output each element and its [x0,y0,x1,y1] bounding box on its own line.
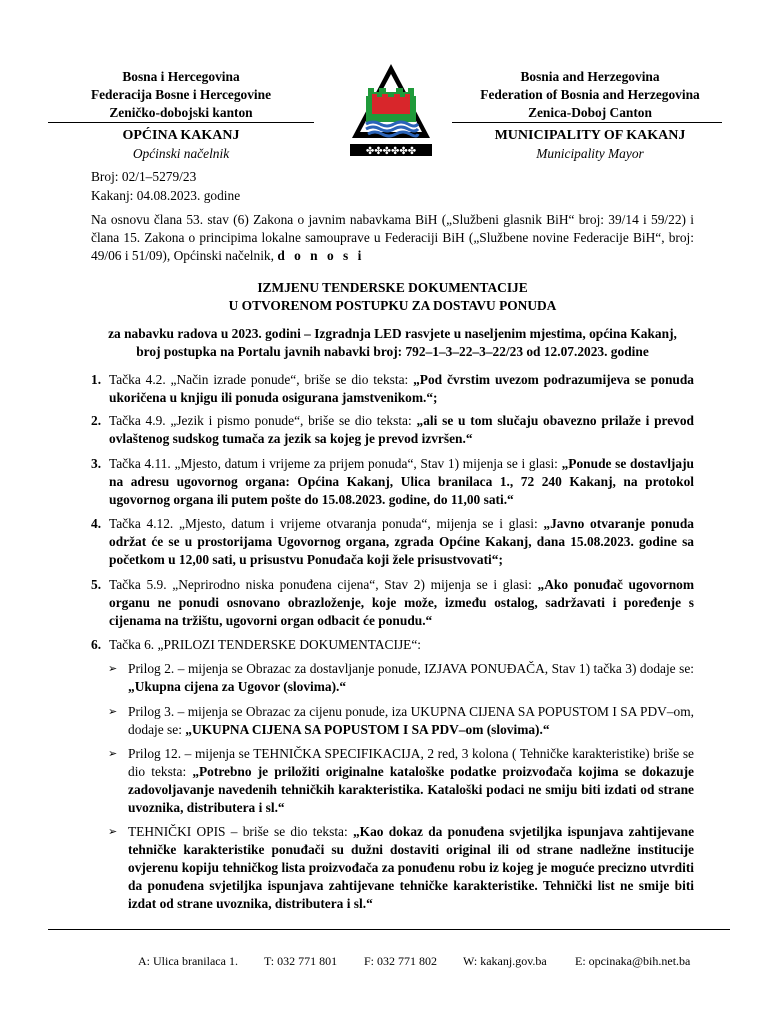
sub-list-item [108,745,694,817]
subtitle-line-1: za nabavku radova u 2023. godini – Izgradnja LED rasvjete u naseljenim mjestima, općina Kakanj, [108,326,677,341]
sub-item-bold-text: „Ukupna cijena za Ugovor (slovima).“ [128,679,347,694]
office-right-role: Municipality Mayor [536,146,644,161]
sub-list-item [108,703,694,739]
document-meta [91,167,240,205]
list-item [91,371,694,407]
item-text: Tačka 4.12. „Mjesto, datum i vrijeme otvaranja ponuda“, mijenja se i glasi: [109,516,544,531]
header-right-line-1: Bosnia and Herzegovina [520,69,660,84]
item-number: 4. [91,516,102,531]
intro-text: Na osnovu člana 53. stav (6) Zakona o javnim nabavkama BiH („Službeni glasnik BiH“ broj: 39/14 i 59/22) i člana 15. Zakona o principima lokalne samouprave u Federaciji BiH („Službene novine Federacije BiH“, broj: 49/06 i 51/09), Općinski načelnik, [91,212,694,263]
item-number: 2. [91,413,102,428]
sub-item-bold-text: „Kao dokaz da ponuđena svjetiljka ispunjava zahtijevane tehničke karakteristike ponuđači su dužni dostaviti original ili od strane nadležne institucije ovjerenu kopiju tehničkog lista proizvođača za ponuđenu robu iz kojeg je moguće precizno utvrditi da ponuđena svjetiljka ispunjava zahtijevane tehničke karakteristike. Tehnički list ne smije biti izdat od strane uvoznika, distributera i sl.“ [128,824,695,911]
sub-item-text: Prilog 3. – mijenja se Obrazac za cijenu ponude, iza UKUPNA CIJENA SA POPUSTOM I SA PDV–om, dodaje se: [128,704,694,737]
header-right-line-3: Zenica-Doboj Canton [528,105,652,120]
subtitle-line-2: broj postupka na Portalu javnih nabavki broj: 792–1–3–22–3–22/23 od 12.07.2023. godine [136,344,649,359]
document-number: Broj: 02/1–5279/23 [91,169,197,184]
sub-item-text: Prilog 12. – mijenja se TEHNIČKA SPECIFIKACIJA, 2 red, 3 kolona ( Tehničke karakteristike) briše se dio teksta: [128,746,694,779]
arrow-bullet-icon: ➢ [108,826,118,838]
sub-item-bold-text: „Potrebno je priložiti originalne kataloške podatke proizvođača kojima se dokazuje zadovoljavanje navedenih tehničkih karakteristika. Kataloški podaci ne smiju biti izdati od strane uvoznika, distributera i sl.“ [128,764,694,815]
document-subtitle [91,325,694,361]
svg-text:✤✤✤✤✤✤: ✤✤✤✤✤✤ [365,146,417,157]
title-line-2: U OTVORENOM POSTUPKU ZA DOSTAVU PONUDA [228,298,557,313]
list-item [91,576,694,630]
item-bold-text: „ali se u tom slučaju obavezno prilaže i prevod ovlaštenog sudskog tumača za jezik sa kojeg je prevod izvršen.“ [109,413,694,446]
list-item [91,412,694,448]
header-right-rule [452,122,722,123]
item-bold-text: „Javno otvaranje ponuda održat će se u prostorijama Ugovornog organa, zgrada Općine Kakanj, dana 15.08.2023. godine sa početkom u 12,00 sati, u prisustvu Ponuđača koji žele prisustvovati“; [109,516,694,567]
list-item [91,455,694,509]
office-left [48,127,314,163]
item-bold-text: „Ako ponuđač ugovornom organu ne ponudi osnovano obrazloženje, koje može, između ostalog, sadržavati i poređenje s cijenama na tržištu, ugovorni organ odbacit će ponudu.“ [109,577,694,628]
intro-verb: d o n o s i [277,248,365,263]
office-right-name: MUNICIPALITY OF KAKANJ [494,128,686,143]
item-number: 6. [91,637,102,652]
document-title [91,279,694,315]
item-text: Tačka 5.9. „Neprirodno niska ponuđena cijena“, Stav 2) mijenja se i glasi: [109,577,538,592]
arrow-bullet-icon: ➢ [108,748,118,760]
title-line-1: IZMJENU TENDERSKE DOKUMENTACIJE [257,280,528,295]
item-bold-text: „Ponude se dostavljaju na adresu ugovornog organa: Općina Kakanj, Ulica branilaca 1., 72 240 Kakanj, na protokol ugovornog organa ili putem pošte do 15.08.2023. godine, do 11,00 sati.“ [109,456,694,507]
sub-list-item [108,823,694,913]
item-text: Tačka 4.2. „Način izrade ponude“, briše se dio teksta: [109,372,414,387]
office-left-name: OPĆINA KAKANJ [122,128,240,143]
header-right [452,68,728,122]
list-item [91,515,694,569]
header-left-line-3: Zeničko-dobojski kanton [109,105,253,120]
header-left-line-2: Federacija Bosne i Hercegovine [90,87,272,102]
sub-item-bold-text: „UKUPNA CIJENA SA POPUSTOM I SA PDV–om (slovima).“ [185,722,550,737]
footer-fax: F: 032 771 802 [364,954,438,968]
list-item [91,636,694,654]
item-text: Tačka 4.11. „Mjesto, datum i vrijeme za prijem ponuda“, Stav 1) mijenja se i glasi: [109,456,562,471]
footer-rule [48,929,730,930]
footer-address: A: Ulica branilaca 1. [138,954,238,968]
header-right-line-2: Federation of Bosnia and Herzegovina [480,87,700,102]
footer-website[interactable]: W: kakanj.gov.ba [463,954,547,968]
office-left-role: Općinski načelnik [132,146,230,161]
footer-phone: T: 032 771 801 [264,954,338,968]
arrow-bullet-icon: ➢ [108,663,118,675]
header-left [48,68,314,122]
header-left-rule [48,122,314,123]
header-left-line-1: Bosna i Hercegovina [122,69,240,84]
arrow-bullet-icon: ➢ [108,706,118,718]
intro-paragraph [91,211,694,265]
item-number: 1. [91,372,102,387]
sub-item-text: TEHNIČKI OPIS – briše se dio teksta: [128,824,353,839]
office-right [452,127,728,163]
item-bold-text: „Pod čvrstim uvezom podrazumijeva se ponuda ukoričena u knjigu ili ponuda osigurana jamstvenikom.“; [109,372,694,405]
sub-list-item [108,660,694,696]
item-number: 3. [91,456,102,471]
document-date: Kakanj: 04.08.2023. godine [91,188,241,203]
item-text: Tačka 4.9. „Jezik i pismo ponude“, briše se dio teksta: [109,413,417,428]
municipality-coat-of-arms [346,60,436,160]
item-text: Tačka 6. „PRILOZI TENDERSKE DOKUMENTACIJE“: [109,637,421,652]
sub-item-text: Prilog 2. – mijenja se Obrazac za dostavljanje ponude, IZJAVA PONUĐAČA, Stav 1) tačka 3) dodaje se: [128,661,694,676]
footer-email[interactable]: E: opcinaka@bih.net.ba [575,954,691,968]
item-number: 5. [91,577,102,592]
